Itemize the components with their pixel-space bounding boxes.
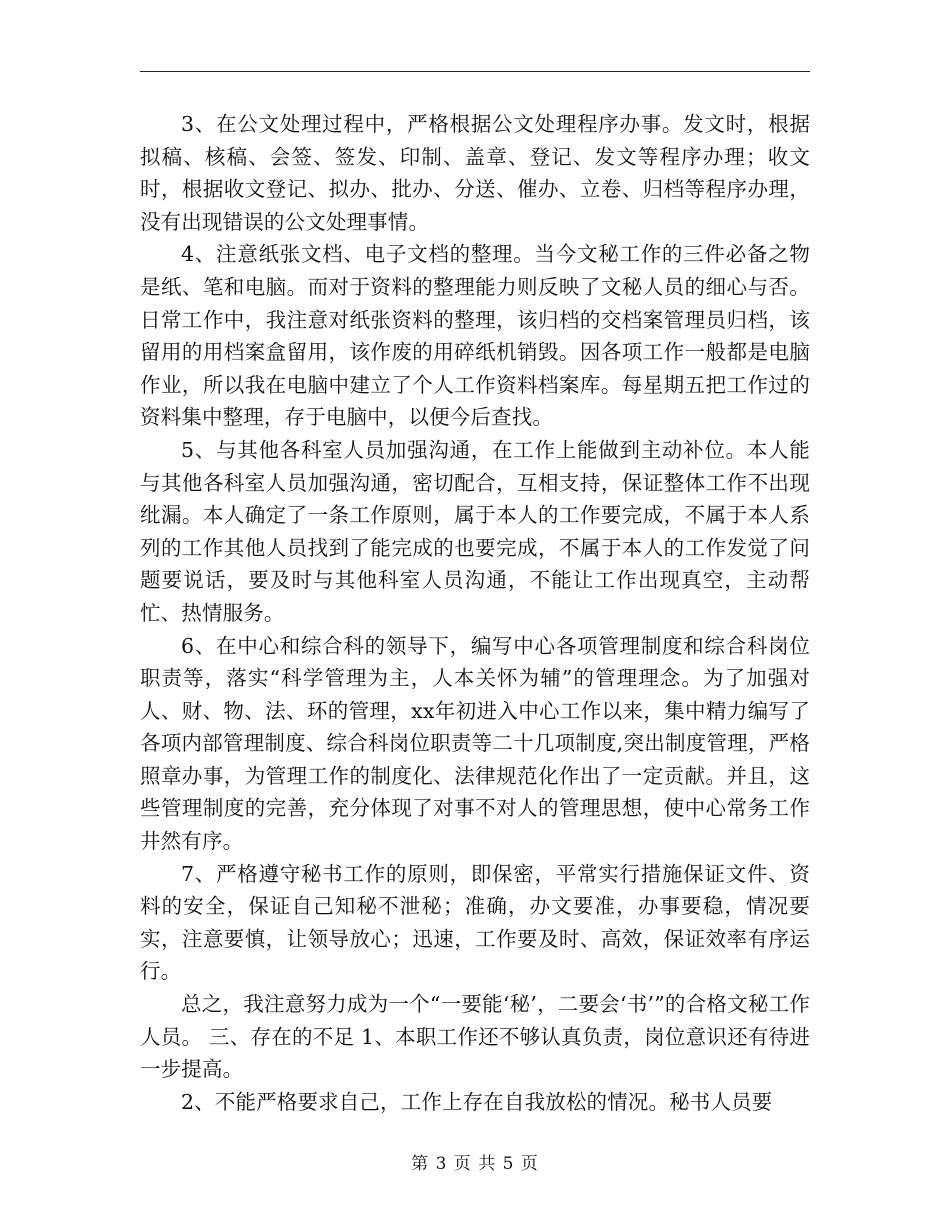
paragraph-item-4: 4、注意纸张文档、电子文档的整理。当今文秘工作的三件必备之物是纸、笔和电脑。而对于资料的整理能力则反映了文秘人员的细心与否。日常工作中，我注意对纸张资料的整理，该归档的交档案管理员归档，该留用的用档案盒留用，该作废的用碎纸机销毁。因各项工作一般都是电脑作业，所以我在电脑中建立了个人工作资料档案库。每星期五把工作过的资料集中整理，存于电脑中，以便今后查找。	[140, 242, 810, 430]
paragraph-item-3: 3、在公文处理过程中，严格根据公文处理程序办事。发文时，根据拟稿、核稿、会签、签发、印制、盖章、登记、发文等程序办理；收文时，根据收文登记、拟办、批办、分送、催办、立卷、归档等程序办理，没有出现错误的公文处理事情。	[140, 112, 810, 234]
page-number-footer: 第 3 页 共 5 页	[411, 1154, 539, 1174]
paragraph-shortcoming-2: 2、不能严格要求自己，工作上存在自我放松的情况。秘书人员要	[181, 1089, 773, 1114]
header-rule	[140, 71, 810, 72]
paragraph-summary: 总之，我注意努力成为一个“一要能‘秘’，二要会‘书’”的合格文秘工作人员。 三、存在的不足 1、本职工作还不够认真负责，岗位意识还有待进一步提高。	[140, 992, 810, 1082]
paragraph-item-7: 7、严格遵守秘书工作的原则，即保密，平常实行措施保证文件、资料的安全，保证自己知秘不泄秘；准确，办文要准，办事要稳，情况要实，注意要慎，让领导放心；迅速，工作要及时、高效，保证效率有序运行。	[140, 861, 810, 984]
document-body	[140, 108, 810, 1118]
paragraph-item-6: 6、在中心和综合科的领导下，编写中心各项管理制度和综合科岗位职责等，落实“科学管理为主，人本关怀为辅”的管理理念。为了加强对人、财、物、法、环的管理，xx年初进入中心工作以来，集中精力编写了各项内部管理制度、综合科岗位职责等二十几项制度,突出制度管理，严格照章办事，为管理工作的制度化、法律规范化作出了一定贡献。并且，这些管理制度的完善，充分体现了对事不对人的管理思想，使中心常务工作井然有序。	[140, 633, 810, 854]
paragraph-item-5: 5、与其他各科室人员加强沟通，在工作上能做到主动补位。本人能与其他各科室人员加强沟通，密切配合，互相支持，保证整体工作不出现纰漏。本人确定了一条工作原则，属于本人的工作要完成，不属于本人系列的工作其他人员找到了能完成的也要完成，不属于本人的工作发觉了问题要说话，要及时与其他科室人员沟通，不能让工作出现真空，主动帮忙、热情服务。	[140, 437, 810, 625]
